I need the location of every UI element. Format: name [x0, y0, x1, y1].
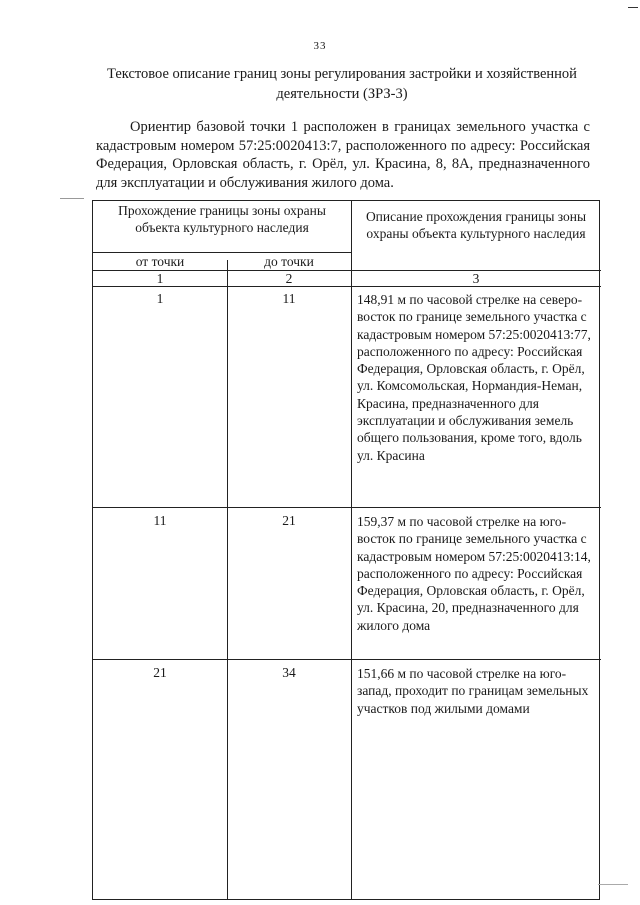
divider-row-3 [93, 659, 601, 660]
row-2-from: 11 [153, 513, 167, 528]
row-1-description: 148,91 м по часовой стрелке на северо-восток по границе земельного участка с кадастровым номером 57:25:0020413:77, расположенного по адресу: Российская Федерация, Орловская область, г. Орёл, ул. Комсомольская, Нормандия-Неман, Красина, предназначенного для эксплуатации и обслуживания земель общего пользования, кроме того, вдоль ул. Красина [357, 292, 591, 463]
header-boundary: Прохождение границы зоны охраны объекта культурного наследия [118, 203, 326, 235]
row-1-from: 1 [156, 291, 164, 306]
header-from: от точки [135, 254, 185, 269]
divider-subheader [93, 252, 351, 253]
row-3-description: 151,66 м по часовой стрелке на юго-запад, проходит по границам земельных участков под жилыми домами [357, 666, 589, 716]
divider-row-2 [93, 507, 601, 508]
column-number-1: 1 [156, 271, 164, 286]
document-title: Текстовое описание границ зоны регулирования застройки и хозяйственной деятельности (ЗРЗ-3) [107, 66, 577, 102]
page-number: 33 [313, 40, 327, 52]
row-2-to: 21 [282, 513, 296, 528]
intro-paragraph: Ориентир базовой точки 1 расположен в границах земельного участка с кадастровым номером 57:25:0020413:7, расположенного по адресу: Российская Федерация, Орловская область, г. Орёл, ул. Красина, 8, 8А, предназначенного для эксплуатации и обслуживания жилого дома. [96, 119, 590, 191]
row-3-from: 21 [153, 665, 167, 680]
row-2-description: 159,37 м по часовой стрелке на юго-восток по границе земельного участка с кадастровым номером 57:25:0020413:14, расположенного по адресу: Российская Федерация, Орловская область, г. Орёл, ул. Красина, 20, предназначенного для жилого дома [357, 514, 591, 633]
header-description: Описание прохождения границы зоны охраны объекта культурного наследия [365, 209, 587, 241]
divider-from-to [227, 260, 228, 899]
column-number-2: 2 [285, 271, 293, 286]
header-to: до точки [264, 254, 314, 269]
divider-description [351, 201, 352, 899]
boundary-table [92, 200, 600, 900]
row-3-to: 34 [282, 665, 296, 680]
column-number-3: 3 [472, 271, 480, 286]
row-1-to: 11 [282, 291, 296, 306]
